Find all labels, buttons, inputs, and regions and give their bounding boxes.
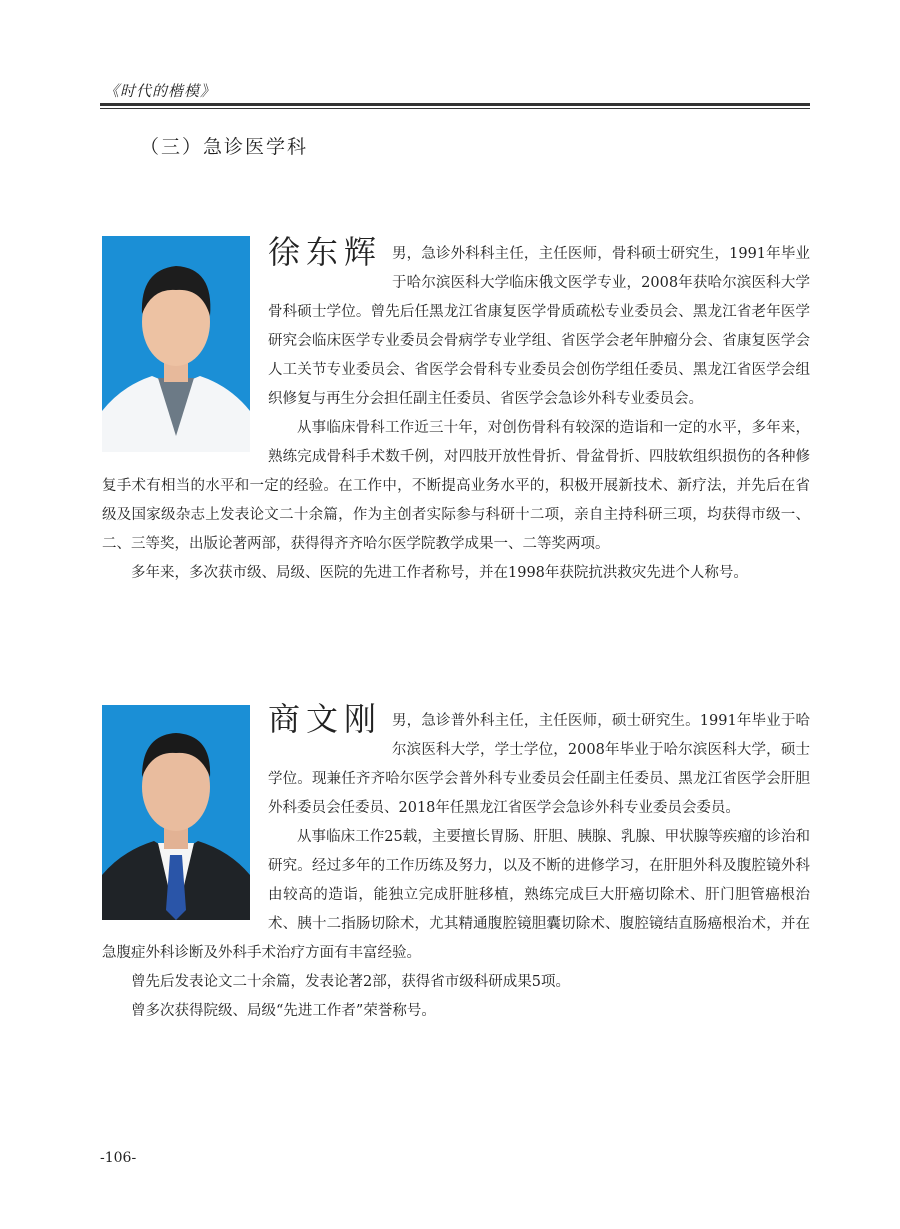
person2-para2: 从事临床工作25载，主要擅长胃肠、肝胆、胰腺、乳腺、甲状腺等疾瘤的诊治和研究。经过多年的工作历练及努力，以及不断的进修学习，在肝胆外科及腹腔镜外科由较高的造诣，能独立完成肝脏移植，熟练完成巨大肝癌切除术、肝门胆管癌根治术、胰十二指肠切除术，尤其精通腹腔镜胆囊切除术、腹腔镜结直肠癌根治术，并在急腹症外科诊断及外科手术治疗方面有丰富经验。 bbox=[102, 829, 810, 961]
person2-flow bbox=[102, 700, 810, 1026]
person1-intro-text: 男，急诊外科科主任，主任医师，骨科硕士研究生，1991年毕业于哈尔滨医科大学临床俄文医学专业，2008年获哈尔滨医科大学骨科硕士学位。曾先后任黑龙江省康复医学骨质疏松专业委员会、黑龙江省老年医学研究会临床医学专业委员会骨病学专业学组、省医学会老年肿瘤分会、省康复医学会人工关节专业委员会、省医学会骨科专业委员会创伤学组任委员、黑龙江省医学会组织修复与再生分会担任副主任委员、省医学会急诊外科专业委员会。 bbox=[268, 246, 810, 407]
person2-para4: 曾多次获得院级、局级“先进工作者”荣誉称号。 bbox=[131, 1003, 436, 1019]
page-number: -106- bbox=[100, 1150, 137, 1166]
book-title: 《时代的楷模》 bbox=[104, 82, 217, 100]
person2-name-heading: 商文刚 bbox=[268, 700, 383, 738]
person1-para3: 多年来，多次获市级、局级、医院的先进工作者称号，并在1998年获院抗洪救灾先进个人称号。 bbox=[131, 565, 748, 581]
person1-name-heading: 徐东辉 bbox=[268, 233, 383, 271]
person1-flow bbox=[102, 233, 810, 588]
photo-spacer-1 bbox=[102, 240, 268, 450]
photo-spacer-2 bbox=[102, 707, 268, 917]
header-rule-thin bbox=[100, 108, 810, 109]
section-title: （三）急诊医学科 bbox=[140, 136, 309, 158]
person2-para3: 曾先后发表论文二十余篇，发表论著2部，获得省市级科研成果5项。 bbox=[131, 974, 570, 990]
header-rule-thick bbox=[100, 103, 810, 106]
person2-intro-text: 男，急诊普外科主任，主任医师，硕士研究生。1991年毕业于哈尔滨医科大学，学士学位，2008年毕业于哈尔滨医科大学，硕士学位。现兼任齐齐哈尔医学会普外科专业委员会任副主任委员、黑龙江省医学会肝胆外科委员会任委员、2018年任黑龙江省医学会急诊外科专业委员会委员。 bbox=[268, 713, 810, 816]
person1-para2: 从事临床骨科工作近三十年，对创伤骨科有较深的造诣和一定的水平，多年来，熟练完成骨科手术数千例，对四肢开放性骨折、骨盆骨折、四肢软组织损伤的各种修复手术有相当的水平和一定的经验。在工作中，不断提高业务水平的，积极开展新技术、新疗法，并先后在省级及国家级杂志上发表论文二十余篇，作为主创者实际参与科研十二项，亲自主持科研三项，均获得市级一、二、三等奖，出版论著两部，获得得齐齐哈尔医学院教学成果一、二等奖两项。 bbox=[102, 420, 810, 552]
